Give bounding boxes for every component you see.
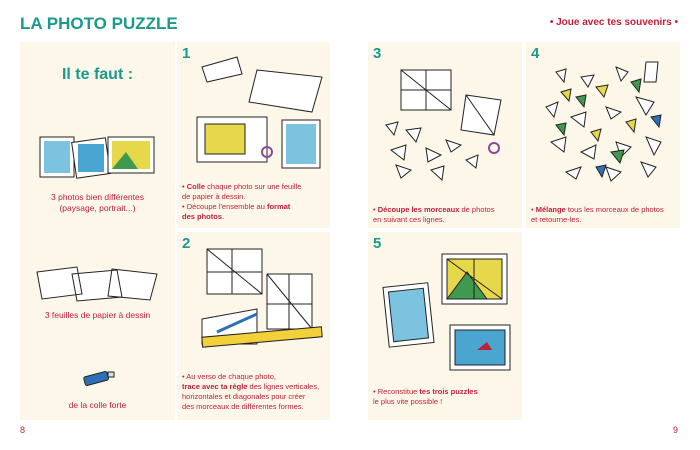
material-paper: 3 feuilles de papier à dessin [44,310,151,320]
tagline: • Joue avec tes souvenirs • [549,17,678,28]
glue-photo-illustration [187,52,327,172]
step-3-text: • Découpe les morceaux de photos en suivant ces lignes. [373,205,495,224]
step-1-panel [177,42,330,228]
step-5-panel [368,232,522,420]
step-number: 4 [531,45,540,62]
step-2-panel [177,232,330,420]
step-number: 5 [373,235,382,252]
cut-pieces-illustration [376,60,516,190]
step-number: 2 [182,235,191,252]
materials-panel [20,42,175,420]
mixed-pieces-illustration [536,57,671,187]
materials-heading: Il te faut : [61,66,134,83]
paper-sheets-illustration [32,264,162,304]
step-number: 1 [182,45,191,62]
page-number-left: 8 [20,425,26,435]
step-4-panel [526,42,680,228]
step-4-text: • Mélange tous les morceaux de photos et retourne-les. [531,205,664,224]
glue-tube-icon [82,370,116,386]
finished-puzzles-illustration [382,250,517,380]
step-number: 3 [373,45,382,62]
ruler-lines-illustration [197,244,327,354]
material-photos-line2: (paysage, portrait...) [59,203,136,213]
material-glue: de la colle forte [68,400,127,410]
photos-illustration [38,132,158,182]
page-number-right: 9 [672,425,678,435]
material-photos-line1: 3 photos bien différentes [51,192,144,202]
page-title: LA PHOTO PUZZLE [20,14,178,33]
step-5-text: • Reconstitue tes trois puzzles le plus vite possible ! [373,387,478,406]
step-3-panel [368,42,522,228]
step-1-text: • Colle chaque photo sur une feuille de papier à dessin. • Découpe l'ensemble au format des photos. [182,182,302,221]
step-2-text: • Au verso de chaque photo, trace avec ta règle des lignes verticales, horizontales et diagonales pour créer des morceaux de différentes formes. [182,372,320,411]
